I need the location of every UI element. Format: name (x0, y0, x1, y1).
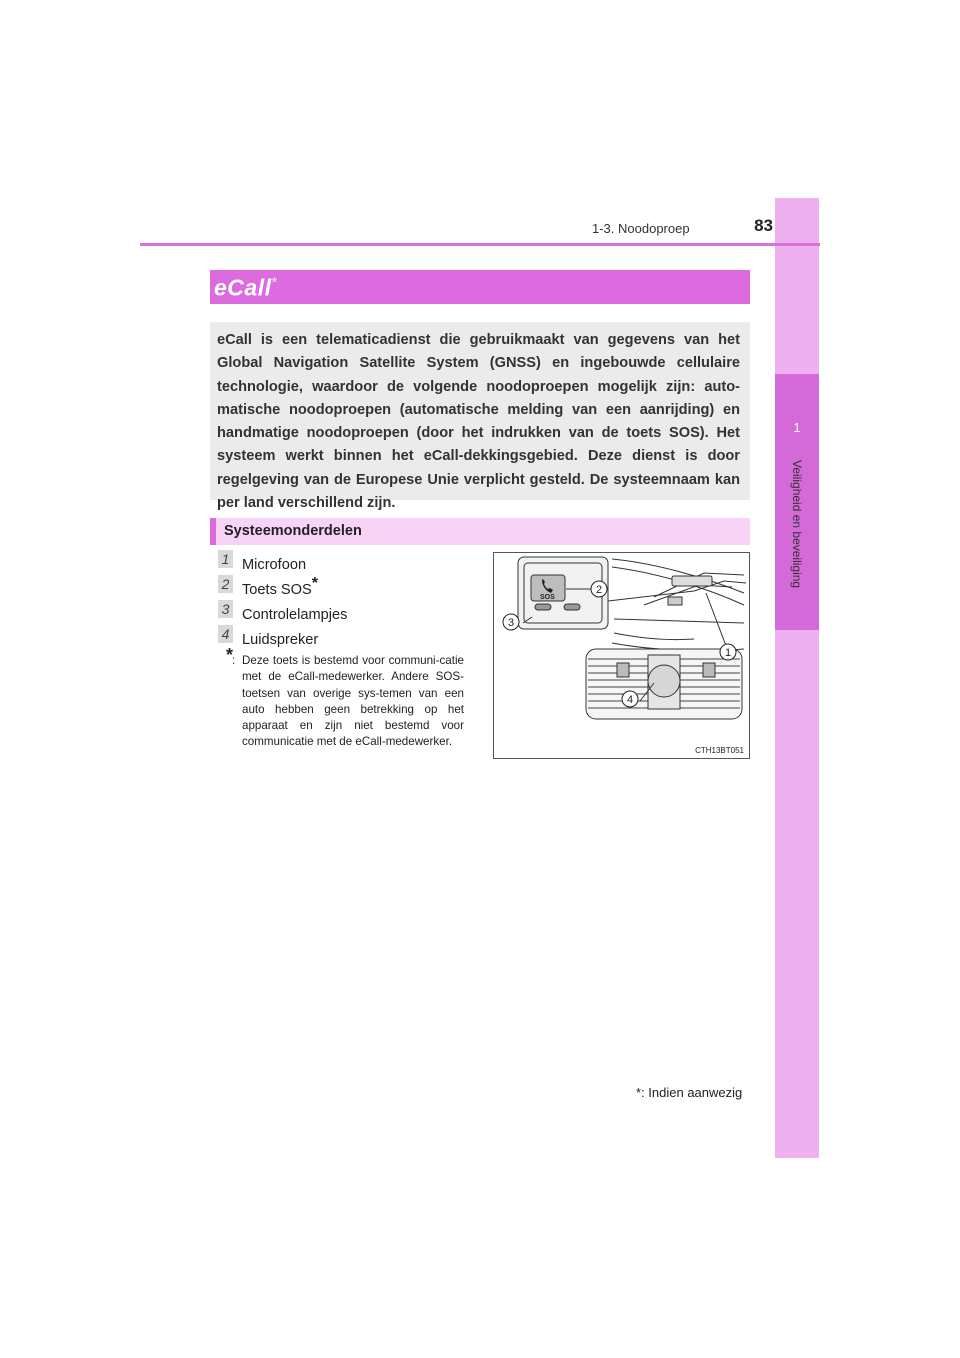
note-text: Deze toets is bestemd voor communi-catie met de eCall-medewerker. Andere SOS-toetsen van overige sys-temen van een auto hebben geen betrekking op het apparaat en zijn niet bestemd voor communicatie met de eCall-medewerker. (242, 654, 464, 749)
item-label: Toets SOS* (242, 575, 318, 598)
section-header: 1-3. Noodoproep (592, 221, 690, 236)
chapter-number: 1 (793, 420, 801, 435)
system-components-illustration (493, 552, 750, 759)
header-rule (140, 243, 820, 246)
chapter-title: Veiligheid en beveiliging (790, 460, 804, 589)
callout-1: 1 (724, 647, 732, 659)
callout-3: 3 (507, 617, 515, 629)
page-number: 83 (754, 216, 773, 235)
section-accent (210, 518, 216, 545)
page-title (214, 274, 278, 302)
footnote: *: Indien aanwezig (636, 1085, 743, 1100)
note-text-block: : Deze toets is bestemd voor communi-catie met de eCall-medewerker. Andere SOS-toetsen van overige sys-temen van een auto hebben geen betrekking op het apparaat en zijn niet bestemd voor communicatie met de eCall-medewerker. (232, 654, 464, 749)
item-number-badge: 3 (218, 600, 233, 618)
intro-box (210, 322, 750, 512)
item-label: Controlelampjes (242, 606, 348, 623)
item-number-badge: 1 (218, 550, 233, 568)
page-title-text: eCall (214, 274, 272, 301)
section-title: Systeemonderdelen (224, 523, 362, 539)
optional-marker: * (311, 575, 318, 592)
callout-2: 2 (595, 584, 603, 596)
note-marker: * (226, 645, 234, 665)
optional-marker: * (271, 274, 278, 291)
section-title-bar (210, 518, 750, 545)
item-label: Luidspreker (242, 631, 319, 648)
sos-label: SOS (540, 594, 555, 601)
chapter-side-tab (775, 198, 819, 1158)
chapter-title-vertical (783, 460, 811, 720)
figure-code: CTH13BT051 (695, 746, 744, 755)
intro-text: eCall is een telematicadienst die gebruikmaakt van gegevens van het Global Navigation Satellite System (GNSS) en ingebouwde cellulaire technologie, waardoor de volgende noodoproepen mogelijk zijn: auto-matische noodoproepen (automatische melding van een aanrijding) en handmatige noodoproepen (door het indrukken van de toets SOS). Het systeem werkt binnen het eCall-dekkingsgebied. Deze dienst is door regelgeving van de Europese Unie verplicht gesteld. De systeemnaam kan per land verschillend zijn. (217, 332, 740, 512)
overhead-console-drawing (494, 553, 750, 759)
page-title-bar (210, 270, 750, 304)
item-number-badge: 4 (218, 625, 233, 643)
item-number-badge: 2 (218, 575, 233, 593)
callout-4: 4 (626, 694, 634, 706)
item-label: Microfoon (242, 556, 307, 573)
